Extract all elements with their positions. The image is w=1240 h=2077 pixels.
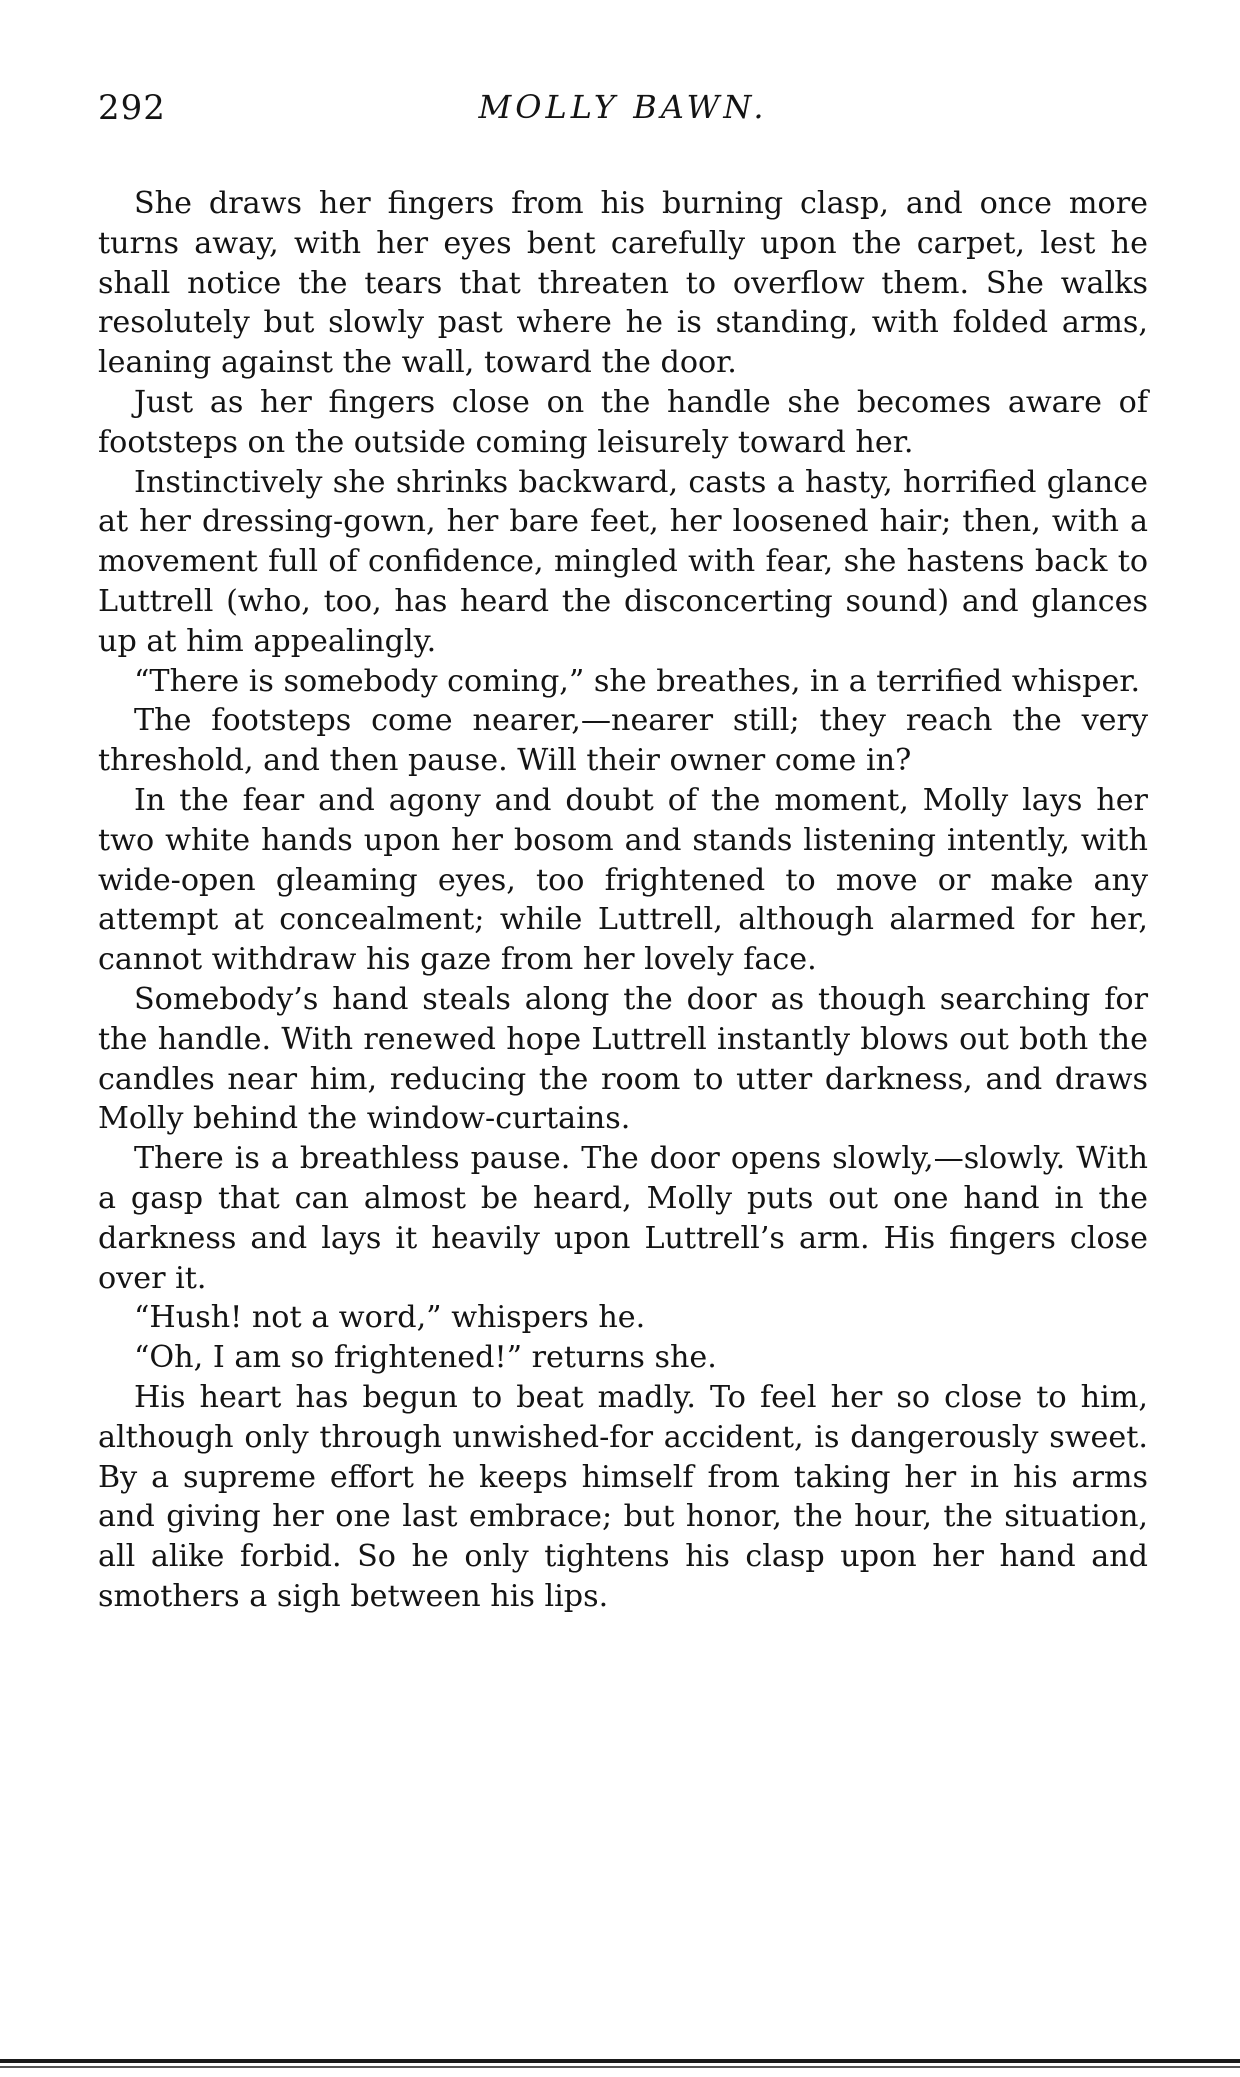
running-head — [98, 88, 1148, 140]
paragraph: The footsteps come nearer,—nearer still; they reach the very threshold, and then pause. Will their owner come in? — [98, 703, 1148, 779]
paragraph: “Hush! not a word,” whispers he. — [134, 1300, 646, 1336]
paragraph: In the fear and agony and doubt of the moment, Molly lays her two white hands upon her bosom and stands listening intently, with wide-open gleaming eyes, too frightened to move or make any attempt at concealment; while Luttrell, although alarmed for her, cannot withdraw his gaze from her lovely face. — [98, 782, 1148, 978]
paragraph: Somebody’s hand steals along the door as though searching for the handle. With renewed hope Luttrell instantly blows out both the candles near him, reducing the room to utter darkness, and draws Molly behind the window-curtains. — [98, 981, 1148, 1137]
bottom-rule — [0, 2059, 1240, 2063]
paragraph: There is a breathless pause. The door opens slowly,—slowly. With a gasp that can almost be heard, Molly puts out one hand in the darkness and lays it heavily upon Luttrell’s arm. His fingers close over it. — [98, 1141, 1148, 1296]
paragraph: “There is somebody coming,” she breathes, in a terrified whisper. — [134, 663, 1141, 699]
paragraph: Instinctively she shrinks backward, casts a hasty, horrified glance at her dressing-gown, her bare feet, her loosened hair; then, with a movement full of confidence, mingled with fear, she hastens back to Luttrell (who, too, has heard the disconcerting sound) and glances up at him appealingly. — [98, 464, 1148, 659]
body-text — [98, 184, 1148, 1617]
book-title: MOLLY BAWN. — [478, 88, 768, 126]
paragraph: His heart has begun to beat madly. To feel her so close to him, although only through unwished-for accident, is dangerously sweet. By a supreme effort he keeps himself from taking her in his arms and giving her one last embrace; but honor, the hour, the situation, all alike forbid. So he only tightens his clasp upon her hand and smothers a sigh between his lips. — [98, 1379, 1148, 1614]
book-page — [98, 88, 1148, 1617]
paragraph: “Oh, I am so frightened!” returns she. — [134, 1340, 717, 1376]
page-number: 292 — [98, 88, 166, 128]
paragraph: Just as her fingers close on the handle she becomes aware of footsteps on the outside coming leisurely toward her. — [98, 384, 1148, 460]
bottom-rule-thin — [0, 2066, 1240, 2068]
paragraph: She draws her fingers from his burning clasp, and once more turns away, with her eyes bent carefully upon the carpet, lest he shall notice the tears that threaten to overflow them. She walks resolutely but slowly past where he is standing, with folded arms, leaning against the wall, toward the door. — [98, 186, 1148, 381]
